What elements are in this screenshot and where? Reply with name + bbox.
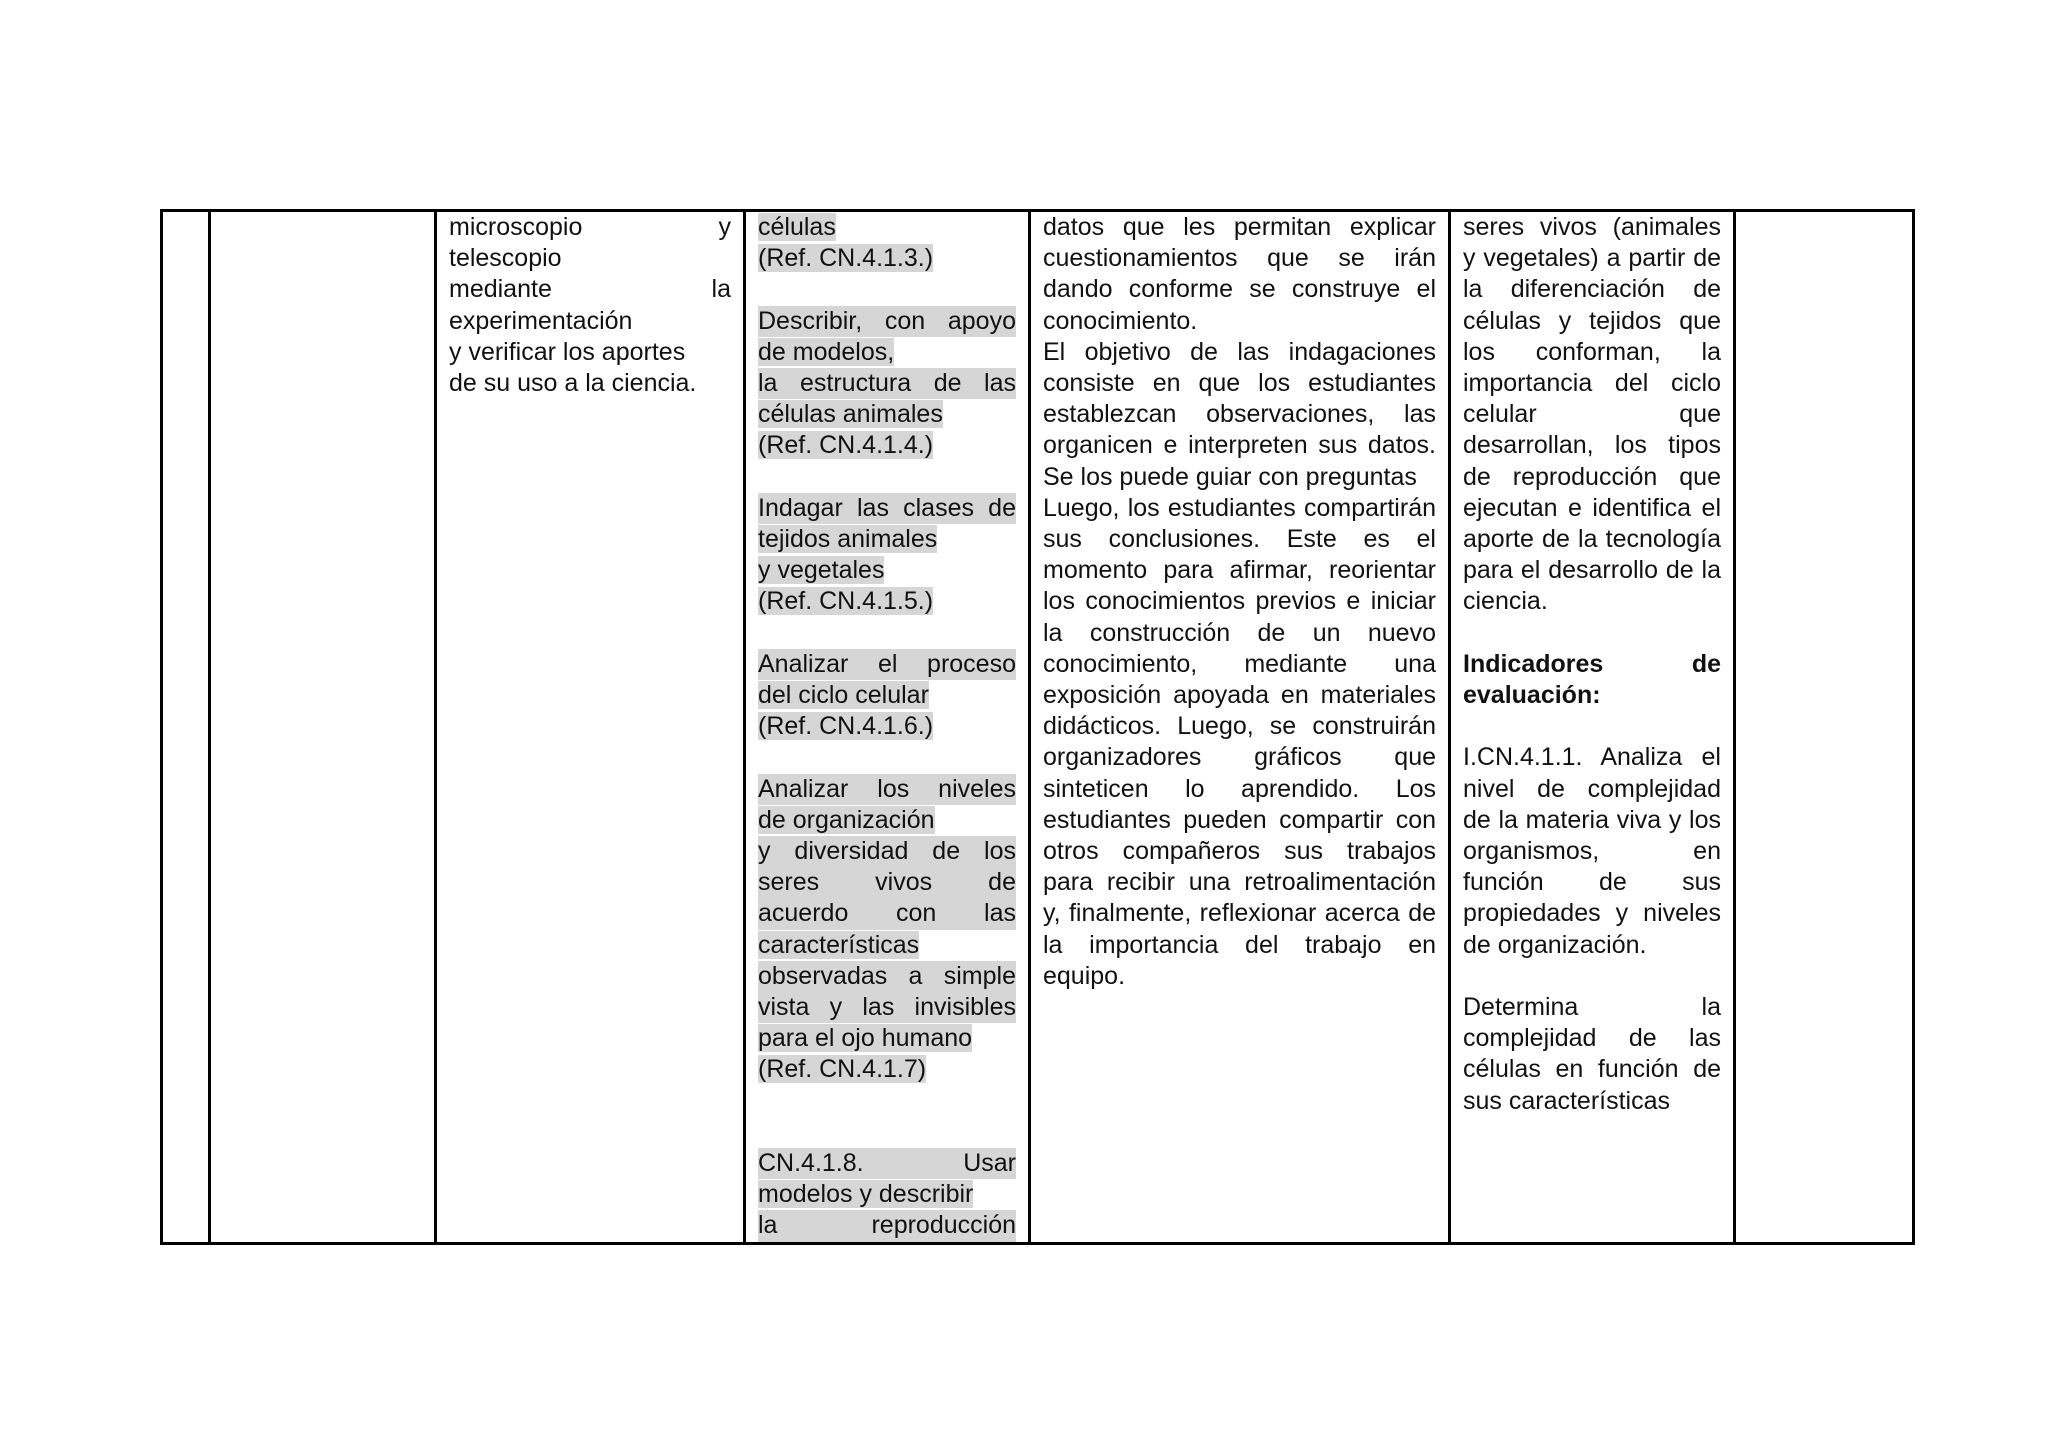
activity-line: acuerdo con las xyxy=(758,898,1016,929)
activity-ref: (Ref. CN.4.1.7) xyxy=(758,1055,927,1084)
activity-line: y vegetales xyxy=(758,556,885,585)
activity-line: observadas a simple xyxy=(758,961,1016,992)
activity-ref: (Ref. CN.4.1.5.) xyxy=(758,587,934,616)
indicator-text: Determina la complejidad de las células en función de sus características xyxy=(1463,993,1721,1115)
activity-line: tejidos animales xyxy=(758,525,938,553)
indicators-heading: Indicadores de evaluación: xyxy=(1463,649,1721,710)
cell-block xyxy=(210,211,436,1244)
methodology-paragraph: datos que les permitan explicar cuestionamientos que se irán dando conforme se construye el conocimiento. xyxy=(1043,213,1436,335)
skill-line: microscopio y xyxy=(449,213,731,241)
activity-line: de organización xyxy=(758,805,935,834)
activity-line: del ciclo celular xyxy=(758,681,929,709)
activity-line: Indagar las clases de xyxy=(758,493,1016,524)
skill-line: mediante la xyxy=(449,275,731,304)
activity-ref: (Ref. CN.4.1.3.) xyxy=(758,244,934,273)
activity-line: células animales xyxy=(758,400,943,429)
cell-methodology xyxy=(1030,211,1450,1244)
activity-line: la estructura de las xyxy=(758,368,1016,399)
activity-line: vista y las invisibles xyxy=(758,992,1016,1023)
skill-line: experimentación xyxy=(449,306,633,335)
activity-line: para el ojo humano xyxy=(758,1024,973,1053)
skill-line: de su uso a la ciencia. xyxy=(449,369,697,398)
activity-line: células xyxy=(758,213,836,241)
cell-resources xyxy=(1735,211,1914,1244)
activity-line: Analizar el proceso xyxy=(758,649,1016,680)
cell-number xyxy=(162,211,210,1244)
activity-line: la reproducción xyxy=(758,1210,1016,1241)
curriculum-plan-table xyxy=(160,209,1915,1245)
cell-skills xyxy=(436,211,745,1244)
activity-line: Analizar los niveles xyxy=(758,774,1016,805)
evaluation-criterion: seres vivos (animales y vegetales) a partir de la diferenciación de células y tejidos que los conforman, la importancia del ciclo celular que desarrollan, los tipos de reproducción que ejecutan e identifica el aporte de la tecnología para el desarrollo de la ciencia. xyxy=(1463,213,1721,616)
skill-line: telescopio xyxy=(449,244,562,273)
activity-line: Describir, con apoyo xyxy=(758,306,1016,337)
activity-line: CN.4.1.8. Usar xyxy=(758,1148,1016,1179)
activity-line: características xyxy=(758,930,920,959)
activity-ref: (Ref. CN.4.1.6.) xyxy=(758,712,934,741)
skill-line: y verificar los aportes xyxy=(449,337,686,366)
methodology-paragraph: Luego, los estudiantes compartirán sus conclusiones. Este es el momento para afirmar, reorientar los conocimientos previos e iniciar la construcción de un nuevo conocimiento, mediante una exposición apoyada en materiales didácticos. Luego, se construirán organizadores gráficos que sinteticen lo aprendido. Los estudiantes pueden compartir con otros compañeros sus trabajos para recibir una retroalimentación y, finalmente, reflexionar acerca de la importancia del trabajo en equipo. xyxy=(1043,493,1436,990)
activity-ref: (Ref. CN.4.1.4.) xyxy=(758,431,934,460)
indicator-text: I.CN.4.1.1. Analiza el nivel de complejidad de la materia viva y los organismos, en función de sus propiedades y niveles de organización. xyxy=(1463,743,1721,959)
table-row xyxy=(162,211,1914,1244)
activity-line: de modelos, xyxy=(758,337,895,366)
cell-evaluation xyxy=(1450,211,1735,1244)
methodology-paragraph: El objetivo de las indagaciones consiste en que los estudiantes establezcan observaciones, las organicen e interpreten sus datos. Se los puede guiar con preguntas xyxy=(1043,337,1436,491)
activity-line: y diversidad de los xyxy=(758,836,1016,867)
activity-line: modelos y describir xyxy=(758,1180,974,1209)
activity-line: seres vivos de xyxy=(758,867,1016,898)
cell-activities xyxy=(745,211,1030,1244)
